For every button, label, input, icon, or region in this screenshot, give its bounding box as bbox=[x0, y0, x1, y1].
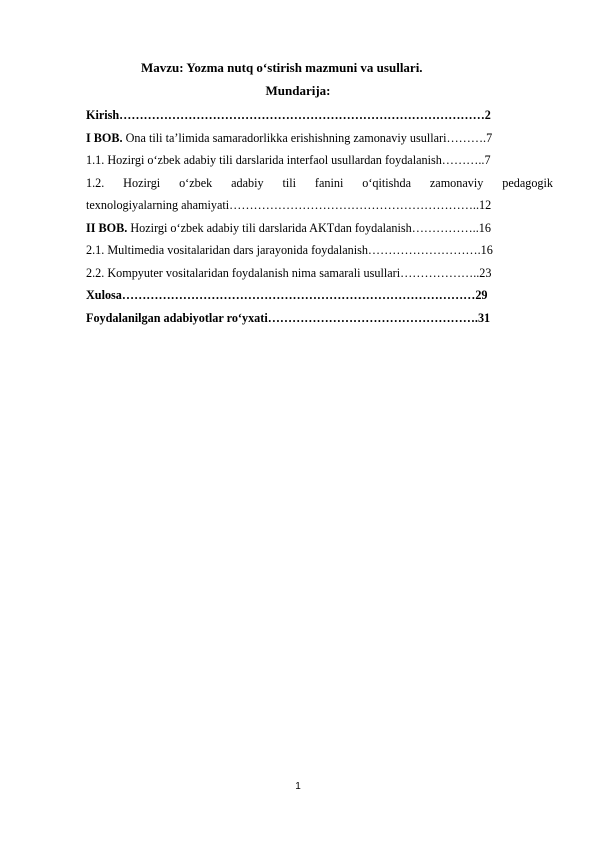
toc-bob2-label: II BOB. bbox=[86, 220, 128, 235]
toc-entry-adabiyotlar: Foydalanilgan adabiyotlar ro‘yxati…………………………………………….31 bbox=[86, 310, 491, 325]
page-number: 1 bbox=[295, 781, 301, 792]
toc-bob2-text: Hozirgi o‘zbek adabiy tili darslarida AKTdan foydalanish……………..16 bbox=[127, 220, 491, 235]
toc-entry-bob2 bbox=[86, 217, 553, 240]
toc-entry-xulosa: Xulosa……………………………………………………………………………29 bbox=[86, 288, 488, 302]
table-of-contents bbox=[86, 104, 553, 329]
toc-entry-1-2-line2: texnologiyalarning ahamiyati……………………………………………………..12 bbox=[86, 198, 492, 212]
toc-entry-2-1: 2.1. Multimedia vositalaridan dars jarayonida foydalanish……………………….16 bbox=[86, 243, 493, 257]
toc-entry-1-1: 1.1. Hozirgi o‘zbek adabiy tili darslarida interfaol usullardan foydalanish………..7 bbox=[86, 153, 491, 167]
toc-entry-2-2: 2.2. Kompyuter vositalaridan foydalanish nima samarali usullari………………..23 bbox=[86, 265, 492, 280]
toc-bob1-label: I BOB. bbox=[86, 130, 123, 145]
document-topic: Mavzu: Yozma nutq o‘stirish mazmuni va usullari. bbox=[141, 60, 423, 75]
toc-entry-1-2-line1: 1.2. Hozirgi o‘zbek adabiy tili fanini o‘qitishda zamonaviy pedagogik bbox=[86, 175, 553, 190]
toc-heading: Mundarija: bbox=[265, 83, 331, 98]
toc-bob1-text: Ona tili ta’limida samaradorlikka erishishning zamonaviy usullari……….7 bbox=[122, 130, 493, 145]
toc-entry-kirish: Kirish………………………………………………………………………………2 bbox=[86, 108, 491, 122]
toc-entry-bob1 bbox=[86, 127, 553, 150]
